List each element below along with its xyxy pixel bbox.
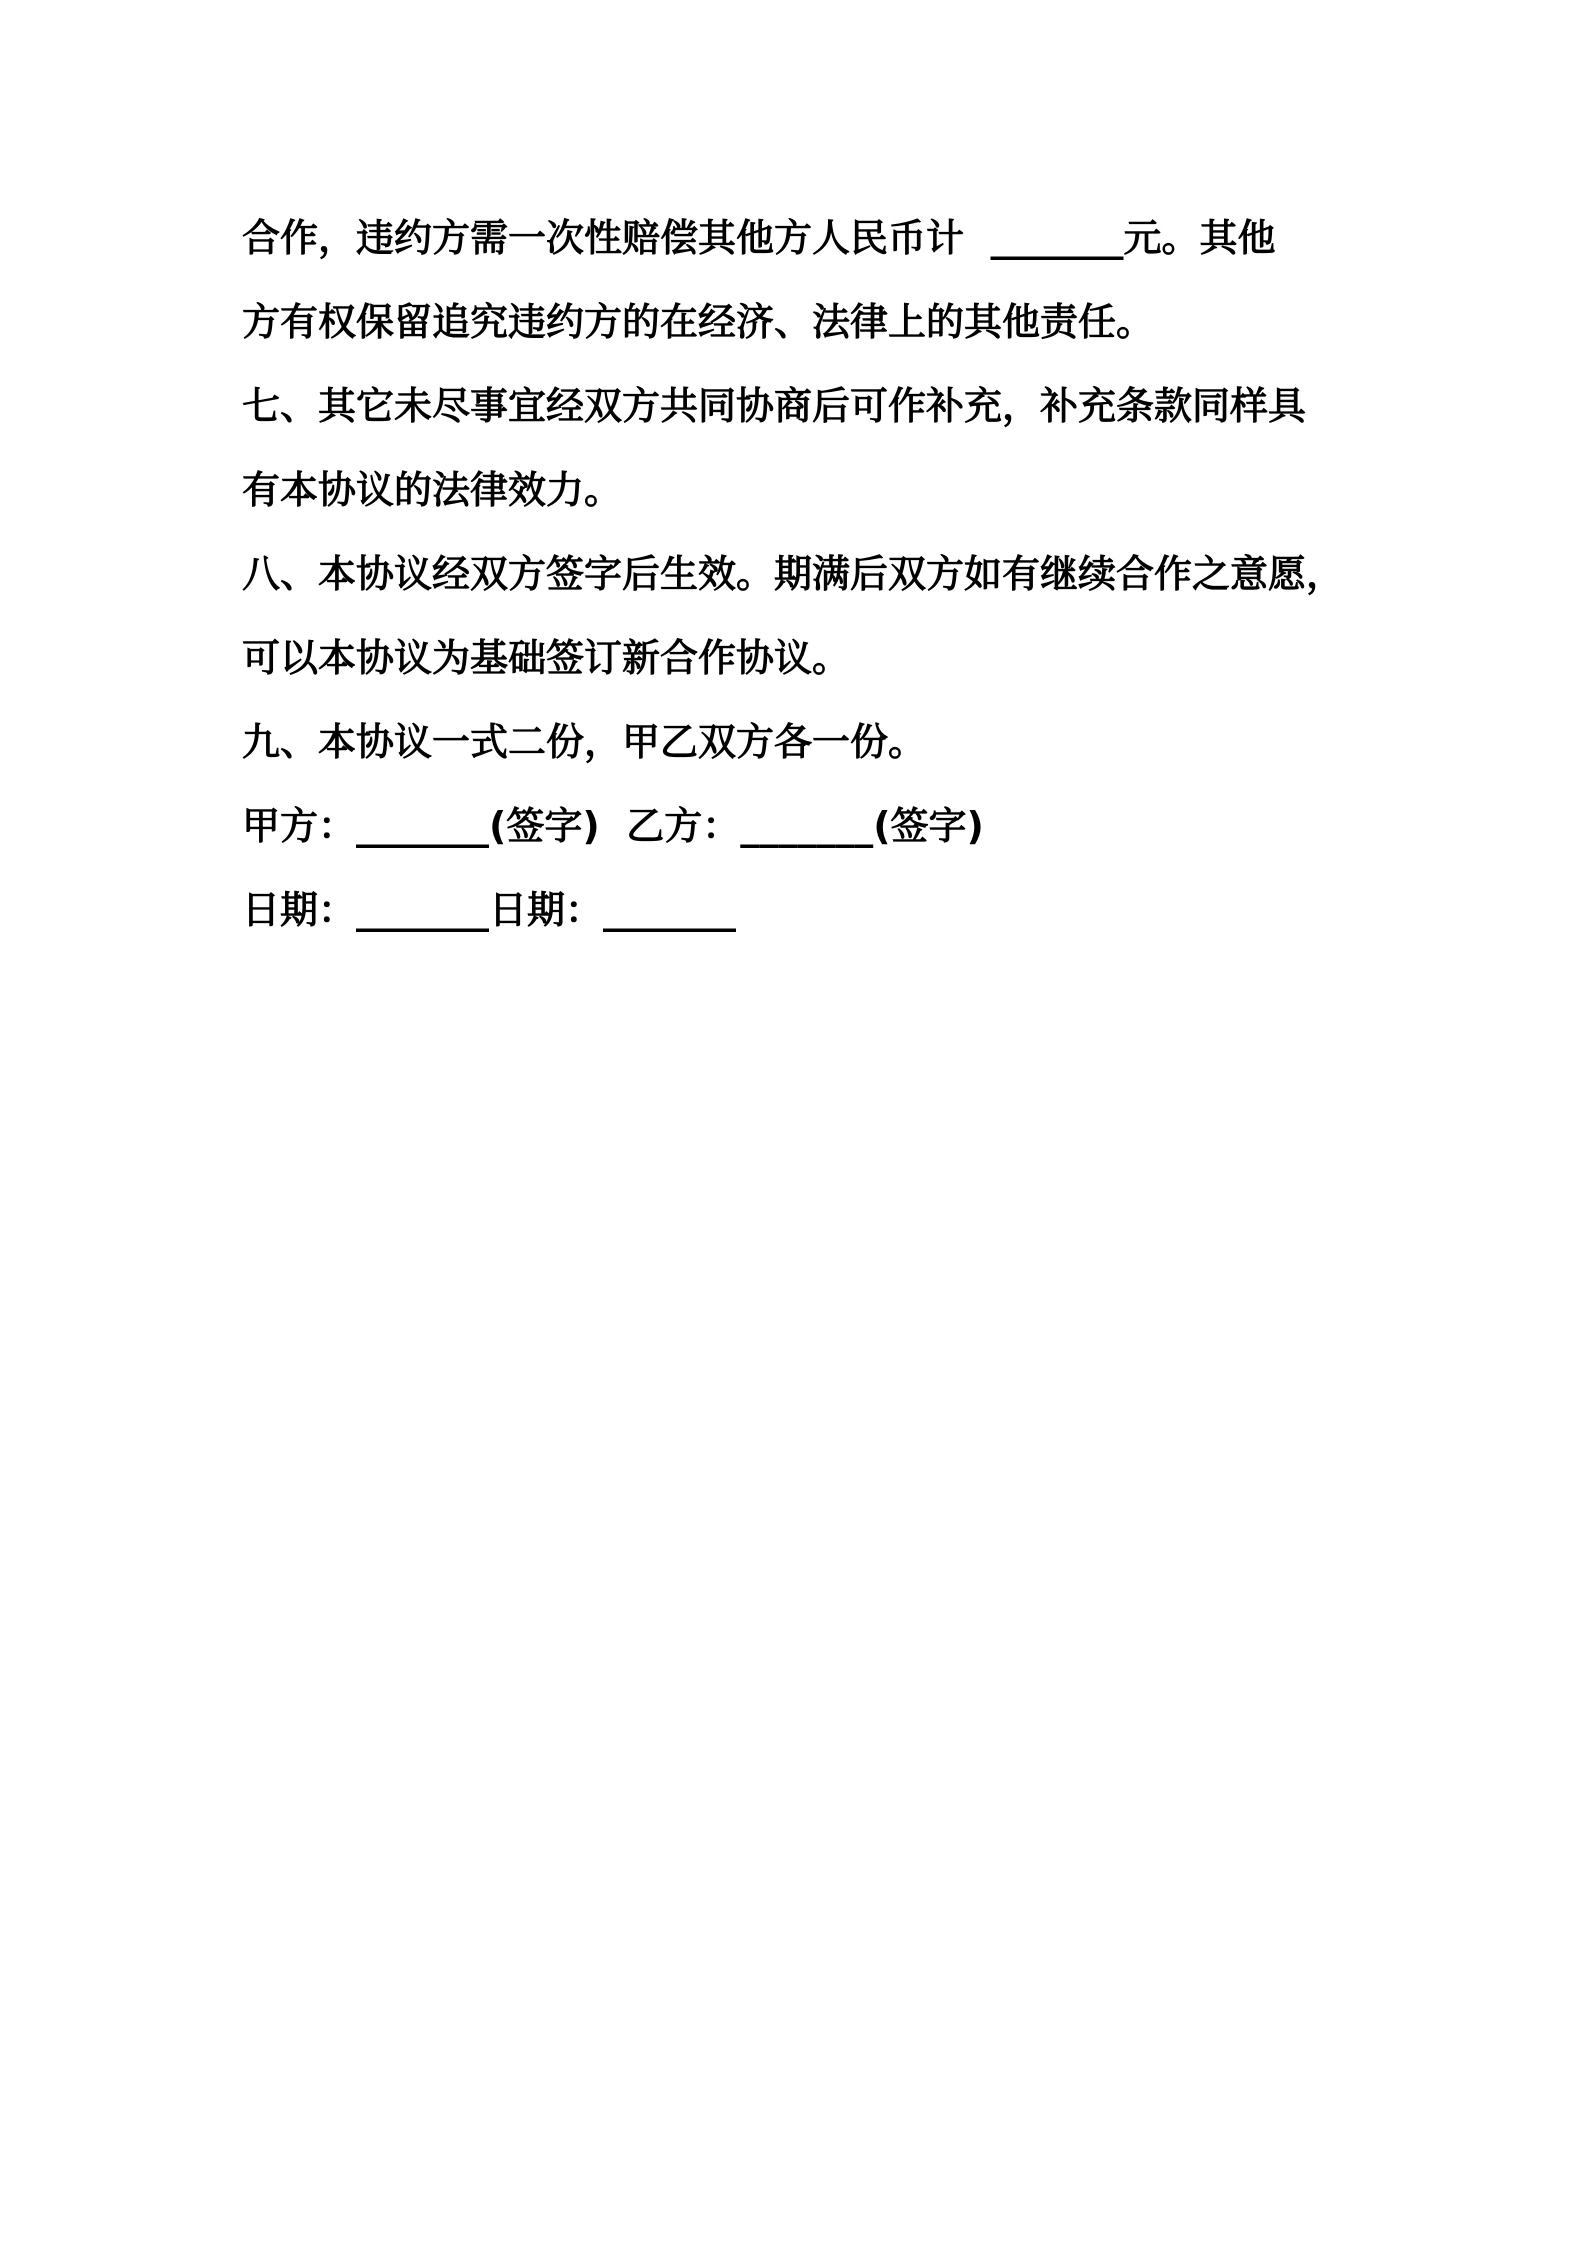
- clause-7-line-1: 七、其它未尽事宜经双方共同协商后可作补充，补充条款同样具: [242, 384, 1307, 428]
- document-body: [242, 196, 1352, 952]
- clause-8-line-2: 可以本协议为基础签订新合作协议。: [242, 636, 851, 680]
- paragraph-line-liability: 方有权保留追究违约方的在经济、法律上的其他责任。: [242, 300, 1155, 344]
- clause-9: 九、本协议一式二份，甲乙双方各一份。: [242, 720, 927, 764]
- paragraph-line-compensation: 合作，违约方需一次性赔偿其他方人民币计 _______元。其他: [242, 216, 1276, 260]
- clause-7-line-2: 有本协议的法律效力。: [242, 468, 623, 512]
- signature-line: 甲方：_______(签字) 乙方：_______(签字): [242, 804, 984, 848]
- date-line: 日期：_______日期：_______: [242, 888, 737, 932]
- clause-8-line-1: 八、本协议经双方签字后生效。期满后双方如有继续合作之意愿，: [242, 552, 1345, 596]
